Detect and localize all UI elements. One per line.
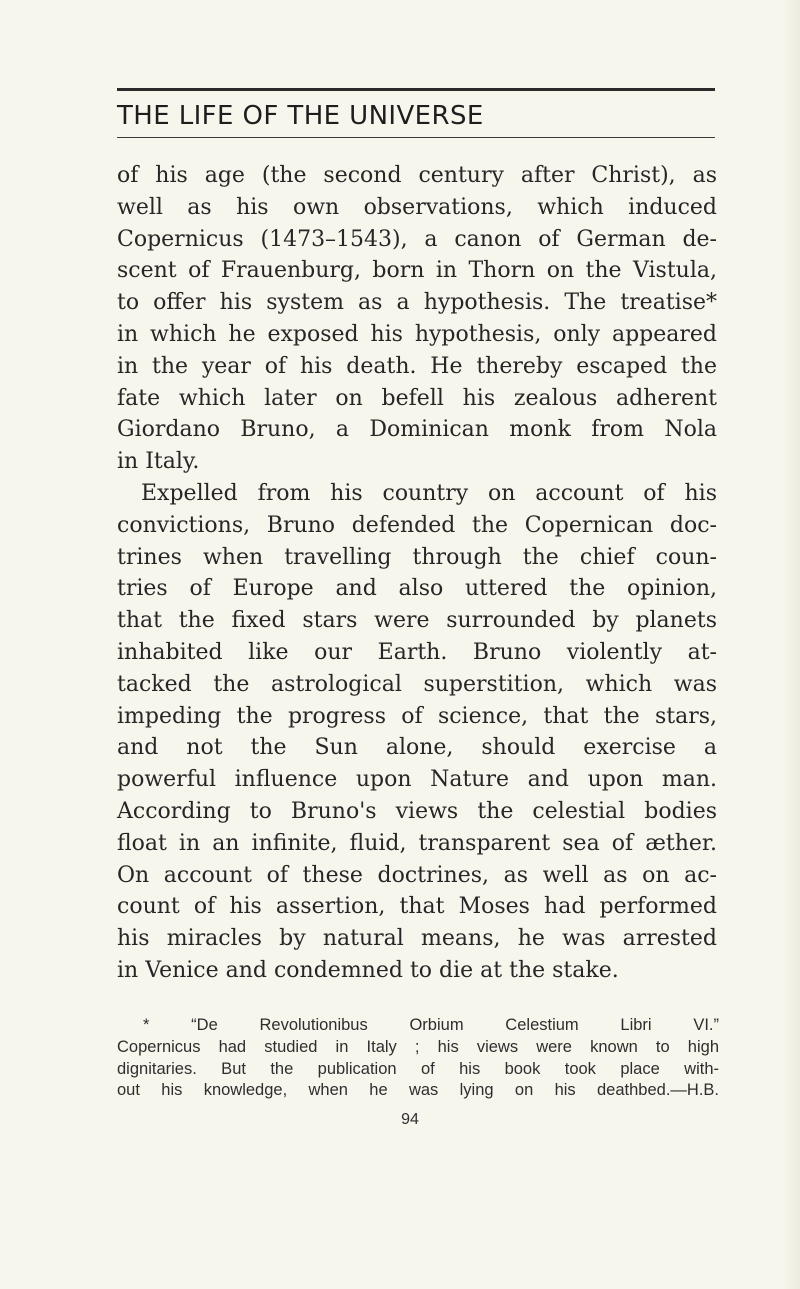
body-line: and not the Sun alone, should exercise a (117, 735, 717, 761)
page-number: 94 (401, 1111, 419, 1128)
footnote (117, 1015, 719, 1102)
body-line: Expelled from his country on account of his (141, 480, 717, 506)
footnote-line: * “De Revolutionibus Orbium Celestium Libri VI.” (143, 1016, 719, 1034)
page-edge-shadow (784, 0, 800, 1289)
footnote-line: dignitaries. But the publication of his book took place with- (117, 1059, 719, 1078)
body-line: trines when travelling through the chief coun- (117, 544, 717, 570)
body-line: float in an infinite, fluid, transparent sea of æther. (117, 830, 717, 856)
body-line: to offer his system as a hypothesis. The treatise* (117, 290, 717, 316)
body-line: in which he exposed his hypothesis, only appeared (117, 321, 717, 347)
body-line: Giordano Bruno, a Dominican monk from Nola (117, 417, 717, 443)
body-line: Copernicus (1473–1543), a canon of German de- (117, 226, 717, 252)
body-line: in Venice and condemned to die at the stake. (117, 957, 619, 983)
body-line: On account of these doctrines, as well as on ac- (117, 862, 717, 888)
body-line: well as his own observations, which induced (117, 194, 717, 220)
body-line: of his age (the second century after Christ), as (117, 163, 717, 188)
body-line: count of his assertion, that Moses had performed (117, 894, 717, 920)
body-line: in Italy. (117, 449, 200, 475)
body-line: According to Bruno's views the celestial bodies (117, 798, 717, 824)
body-line: inhabited like our Earth. Bruno violently at- (117, 639, 717, 665)
body-line: powerful influence upon Nature and upon man. (117, 767, 717, 793)
body-line: convictions, Bruno defended the Copernican doc- (117, 512, 717, 538)
footnote-line: Copernicus had studied in Italy ; his views were known to high (117, 1037, 719, 1056)
body-line: in the year of his death. He thereby escaped the (117, 353, 717, 379)
body-line: tacked the astrological superstition, which was (117, 671, 717, 697)
running-head: THE LIFE OF THE UNIVERSE (117, 101, 484, 131)
top-rule (117, 88, 715, 91)
body-text (117, 160, 717, 987)
body-line: scent of Frauenburg, born in Thorn on the Vistula, (117, 258, 717, 284)
body-line: tries of Europe and also uttered the opinion, (117, 576, 717, 602)
body-line: that the fixed stars were surrounded by planets (117, 608, 717, 634)
body-line: fate which later on befell his zealous adherent (117, 385, 717, 411)
body-line: his miracles by natural means, he was arrested (117, 926, 717, 952)
header-rule (117, 137, 715, 138)
body-line: impeding the progress of science, that the stars, (117, 703, 717, 729)
footnote-line: out his knowledge, when he was lying on his deathbed.—H.B. (117, 1081, 719, 1100)
